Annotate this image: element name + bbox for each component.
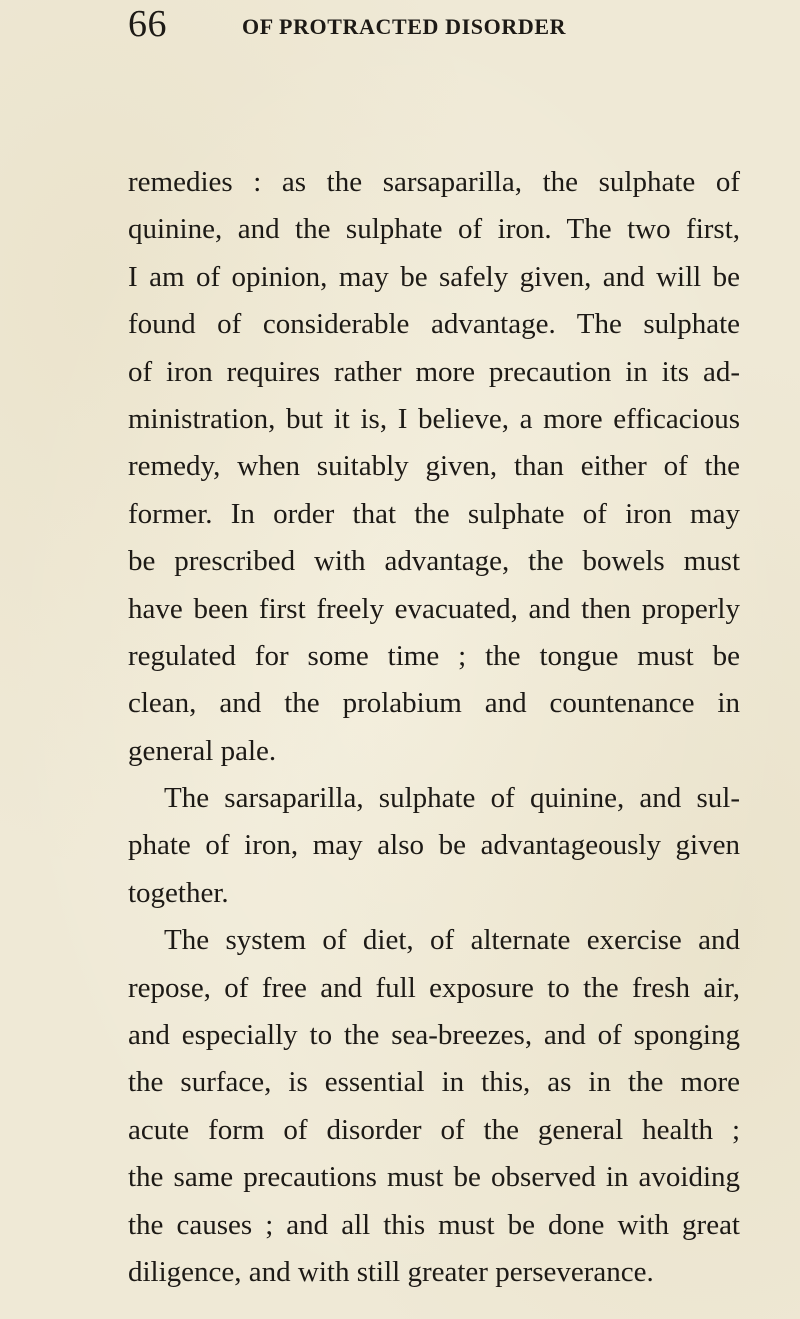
body-text [128,159,740,1296]
text-line: The sarsaparilla, sulphate of quinine, and sul- [164,782,740,815]
text-line: have been first freely evacuated, and then properly [128,592,740,625]
text-line: general pale. [128,734,277,767]
text-line: found of considerable advantage. The sulphate [128,308,740,341]
text-line: the same precautions must be observed in avoiding [128,1161,740,1194]
text-line: the causes ; and all this must be done with great [128,1208,740,1241]
text-line: the surface, is essential in this, as in the more [128,1066,740,1099]
text-line: ministration, but it is, I believe, a more efficacious [128,402,740,435]
text-line: and especially to the sea-breezes, and of sponging [128,1019,740,1052]
running-title: OF PROTRACTED DISORDER [242,14,567,39]
text-line: The system of diet, of alternate exercise and [164,924,740,957]
text-line: be prescribed with advantage, the bowels must [128,545,740,578]
text-line: diligence, and with still greater perseverance. [128,1255,654,1288]
text-line: phate of iron, may also be advantageously given [128,829,740,862]
text-line: remedies : as the sarsaparilla, the sulphate of [128,166,740,198]
text-line: of iron requires rather more precaution in its ad- [128,355,740,388]
text-line: former. In order that the sulphate of iron may [128,497,740,530]
text-line: together. [128,876,229,909]
text-line: I am of opinion, may be safely given, and will be [128,260,740,293]
text-line: remedy, when suitably given, than either of the [128,450,740,483]
running-head [128,4,748,44]
text-line: acute form of disorder of the general health ; [128,1113,740,1146]
text-line: quinine, and the sulphate of iron. The two first, [128,213,740,246]
text-line: repose, of free and full exposure to the fresh air, [128,971,740,1004]
text-line: clean, and the prolabium and countenance in [128,687,740,720]
page-number: 66 [128,3,167,45]
text-line: regulated for some time ; the tongue must be [128,639,740,672]
